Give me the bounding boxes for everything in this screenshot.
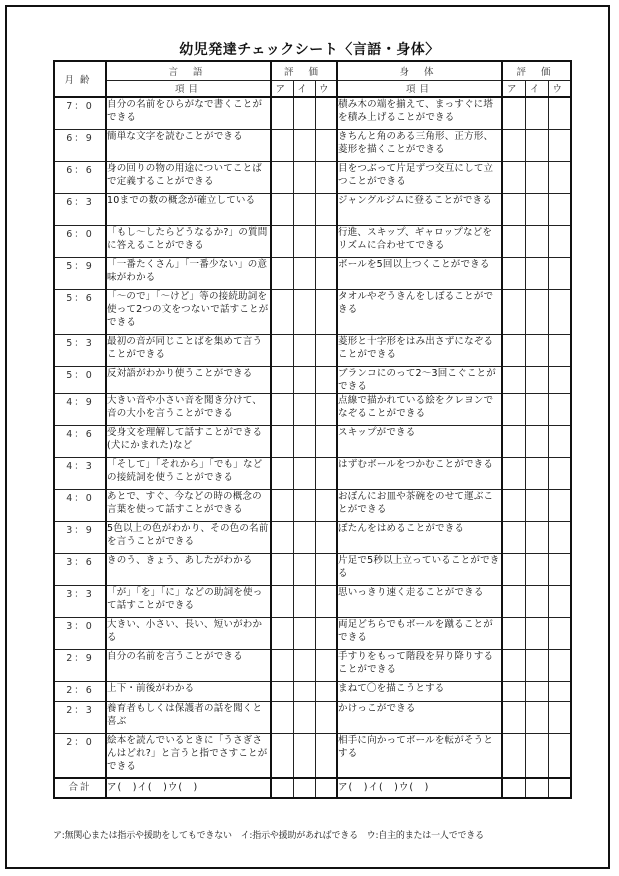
rating-i-cell[interactable] bbox=[293, 733, 315, 778]
rating-i-cell[interactable] bbox=[293, 225, 315, 257]
body-item: きちんと角のある三角形、正方形、菱形を描くことができる bbox=[337, 129, 502, 161]
rating-i-cell[interactable] bbox=[293, 649, 315, 681]
age-cell: 6：9 bbox=[54, 129, 106, 161]
rating-a-cell[interactable] bbox=[271, 161, 293, 193]
language-item: 大きい音や小さい音を聞き分けて、音の大小を言うことができる bbox=[106, 393, 271, 425]
rating-i-cell[interactable] bbox=[525, 97, 548, 129]
rating-u-cell[interactable] bbox=[548, 97, 571, 129]
language-item: 養育者もしくは保護者の話を聞くと喜ぶ bbox=[106, 701, 271, 733]
table-row bbox=[54, 161, 571, 193]
rating-a-cell[interactable] bbox=[271, 733, 293, 778]
language-item: あとで、すぐ、今などの時の概念の言葉を使って話すことができる bbox=[106, 489, 271, 521]
header-item-body: 項目 bbox=[337, 80, 502, 97]
language-item: 自分の名前をひらがなで書くことができる bbox=[106, 97, 271, 129]
header-i: イ bbox=[525, 80, 548, 97]
rating-a-cell[interactable] bbox=[271, 649, 293, 681]
rating-a-cell[interactable] bbox=[502, 193, 525, 225]
body-item: はずむボールをつかむことができる bbox=[337, 457, 502, 489]
rating-u-cell[interactable] bbox=[548, 366, 571, 393]
age-cell: 3：6 bbox=[54, 553, 106, 585]
language-item: 簡単な文字を読むことができる bbox=[106, 129, 271, 161]
header-a: ア bbox=[502, 80, 525, 97]
age-cell: 6：3 bbox=[54, 193, 106, 225]
rating-legend: ア:無関心または指示や援助をしてもできない イ:指示や援助があればできる ウ:自主的または一人でできる bbox=[53, 831, 484, 841]
body-item: 両足どちらでもボールを蹴ることができる bbox=[337, 617, 502, 649]
rating-i-cell[interactable] bbox=[525, 681, 548, 701]
body-item: まねて〇を描こうとする bbox=[337, 681, 502, 701]
rating-a-cell[interactable] bbox=[271, 225, 293, 257]
language-item: 身の回りの物の用途についてことばで定義することができる bbox=[106, 161, 271, 193]
header-rating-body: 評 価 bbox=[502, 61, 571, 80]
body-item: おぼんにお皿や茶碗をのせて運ぶことができる bbox=[337, 489, 502, 521]
age-cell: 5：6 bbox=[54, 289, 106, 334]
rating-u-cell[interactable] bbox=[548, 289, 571, 334]
table-row bbox=[54, 366, 571, 393]
rating-u-cell[interactable] bbox=[548, 425, 571, 457]
rating-i-cell[interactable] bbox=[525, 393, 548, 425]
table-row bbox=[54, 457, 571, 489]
rating-u-cell[interactable] bbox=[315, 129, 337, 161]
rating-i-cell[interactable] bbox=[293, 425, 315, 457]
body-item: ブランコにのって2〜3回こぐことができる bbox=[337, 366, 502, 393]
rating-i-cell[interactable] bbox=[293, 681, 315, 701]
rating-u-cell[interactable] bbox=[315, 393, 337, 425]
age-cell: 2：3 bbox=[54, 701, 106, 733]
rating-a-cell[interactable] bbox=[271, 129, 293, 161]
age-cell: 2：0 bbox=[54, 733, 106, 778]
rating-a-cell[interactable] bbox=[271, 97, 293, 129]
body-item: 思いっきり速く走ることができる bbox=[337, 585, 502, 617]
table-row bbox=[54, 553, 571, 585]
rating-i-cell[interactable] bbox=[525, 521, 548, 553]
rating-a-cell[interactable] bbox=[271, 521, 293, 553]
rating-u-cell[interactable] bbox=[548, 193, 571, 225]
rating-i-cell[interactable] bbox=[293, 393, 315, 425]
rating-a-cell[interactable] bbox=[502, 489, 525, 521]
age-cell: 7：0 bbox=[54, 97, 106, 129]
rating-u-cell[interactable] bbox=[548, 617, 571, 649]
rating-i-cell[interactable] bbox=[525, 366, 548, 393]
rating-u-cell[interactable] bbox=[315, 733, 337, 778]
rating-i-cell[interactable] bbox=[293, 161, 315, 193]
rating-a-cell[interactable] bbox=[502, 681, 525, 701]
rating-a-cell[interactable] bbox=[271, 489, 293, 521]
rating-i-cell[interactable] bbox=[293, 617, 315, 649]
body-item: スキップができる bbox=[337, 425, 502, 457]
rating-a-cell[interactable] bbox=[502, 425, 525, 457]
rating-a-cell[interactable] bbox=[502, 649, 525, 681]
check-sheet-table bbox=[53, 60, 572, 799]
rating-a-cell[interactable] bbox=[271, 366, 293, 393]
rating-u-cell[interactable] bbox=[548, 521, 571, 553]
rating-i-cell[interactable] bbox=[525, 257, 548, 289]
table-row bbox=[54, 521, 571, 553]
rating-u-cell[interactable] bbox=[315, 701, 337, 733]
rating-a-cell[interactable] bbox=[502, 334, 525, 366]
language-item: 自分の名前を言うことができる bbox=[106, 649, 271, 681]
table-row bbox=[54, 585, 571, 617]
language-item: きのう、きょう、あしたがわかる bbox=[106, 553, 271, 585]
rating-a-cell[interactable] bbox=[502, 457, 525, 489]
rating-u-cell[interactable] bbox=[548, 225, 571, 257]
table-row bbox=[54, 193, 571, 225]
header-rating-language: 評 価 bbox=[271, 61, 337, 80]
header-body: 身 体 bbox=[337, 61, 502, 80]
table-row bbox=[54, 225, 571, 257]
rating-a-cell[interactable] bbox=[502, 521, 525, 553]
rating-u-cell[interactable] bbox=[548, 129, 571, 161]
rating-i-cell[interactable] bbox=[525, 161, 548, 193]
rating-i-cell[interactable] bbox=[525, 585, 548, 617]
rating-a-cell[interactable] bbox=[271, 425, 293, 457]
total-a-cell bbox=[502, 778, 525, 798]
header-month: 月齢 bbox=[54, 61, 106, 97]
language-item: 「が」「を」「に」などの助詞を使って話すことができる bbox=[106, 585, 271, 617]
language-item: 上下・前後がわかる bbox=[106, 681, 271, 701]
rating-u-cell[interactable] bbox=[315, 425, 337, 457]
age-cell: 2：9 bbox=[54, 649, 106, 681]
table-row bbox=[54, 733, 571, 778]
age-cell: 6：0 bbox=[54, 225, 106, 257]
rating-a-cell[interactable] bbox=[502, 289, 525, 334]
rating-a-cell[interactable] bbox=[502, 161, 525, 193]
rating-i-cell[interactable] bbox=[293, 489, 315, 521]
rating-a-cell[interactable] bbox=[271, 701, 293, 733]
rating-u-cell[interactable] bbox=[548, 701, 571, 733]
language-item: 10までの数の概念が確立している bbox=[106, 193, 271, 225]
body-item: ジャングルジムに登ることができる bbox=[337, 193, 502, 225]
rating-i-cell[interactable] bbox=[525, 733, 548, 778]
rating-i-cell[interactable] bbox=[525, 225, 548, 257]
rating-u-cell[interactable] bbox=[548, 585, 571, 617]
table-row bbox=[54, 129, 571, 161]
total-language: ア( )イ( )ウ( ) bbox=[106, 778, 271, 798]
language-item: 反対語がわかり使うことができる bbox=[106, 366, 271, 393]
rating-u-cell[interactable] bbox=[548, 334, 571, 366]
rating-i-cell[interactable] bbox=[293, 97, 315, 129]
rating-a-cell[interactable] bbox=[271, 289, 293, 334]
rating-a-cell[interactable] bbox=[502, 733, 525, 778]
total-i-cell bbox=[293, 778, 315, 798]
rating-i-cell[interactable] bbox=[293, 585, 315, 617]
body-item: 点線で描かれている絵をクレヨンでなぞることができる bbox=[337, 393, 502, 425]
rating-a-cell[interactable] bbox=[502, 393, 525, 425]
rating-i-cell[interactable] bbox=[293, 701, 315, 733]
rating-i-cell[interactable] bbox=[293, 457, 315, 489]
header-i: イ bbox=[293, 80, 315, 97]
rating-i-cell[interactable] bbox=[525, 425, 548, 457]
rating-i-cell[interactable] bbox=[293, 129, 315, 161]
rating-a-cell[interactable] bbox=[502, 97, 525, 129]
age-cell: 3：0 bbox=[54, 617, 106, 649]
language-item: 「一番たくさん」「一番少ない」の意味がわかる bbox=[106, 257, 271, 289]
total-u-cell bbox=[315, 778, 337, 798]
rating-u-cell[interactable] bbox=[548, 681, 571, 701]
rating-a-cell[interactable] bbox=[502, 129, 525, 161]
rating-i-cell[interactable] bbox=[293, 289, 315, 334]
age-cell: 3：9 bbox=[54, 521, 106, 553]
rating-u-cell[interactable] bbox=[548, 733, 571, 778]
rating-u-cell[interactable] bbox=[315, 257, 337, 289]
rating-i-cell[interactable] bbox=[525, 289, 548, 334]
rating-u-cell[interactable] bbox=[315, 617, 337, 649]
total-row bbox=[54, 778, 571, 798]
body-item: 片足で5秒以上立っていることができる bbox=[337, 553, 502, 585]
rating-a-cell[interactable] bbox=[271, 334, 293, 366]
body-item: 相手に向かってボールを転がそうとする bbox=[337, 733, 502, 778]
table-row bbox=[54, 489, 571, 521]
rating-u-cell[interactable] bbox=[315, 366, 337, 393]
rating-i-cell[interactable] bbox=[525, 553, 548, 585]
rating-i-cell[interactable] bbox=[525, 489, 548, 521]
rating-a-cell[interactable] bbox=[271, 193, 293, 225]
rating-a-cell[interactable] bbox=[271, 457, 293, 489]
rating-a-cell[interactable] bbox=[502, 553, 525, 585]
age-cell: 6：6 bbox=[54, 161, 106, 193]
rating-i-cell[interactable] bbox=[525, 617, 548, 649]
total-body: ア( )イ( )ウ( ) bbox=[337, 778, 502, 798]
age-cell: 5：0 bbox=[54, 366, 106, 393]
rating-i-cell[interactable] bbox=[293, 193, 315, 225]
rating-i-cell[interactable] bbox=[525, 334, 548, 366]
rating-u-cell[interactable] bbox=[548, 161, 571, 193]
rating-a-cell[interactable] bbox=[271, 257, 293, 289]
age-cell: 3：3 bbox=[54, 585, 106, 617]
rating-u-cell[interactable] bbox=[315, 97, 337, 129]
body-item: 手すりをもって階段を昇り降りすることができる bbox=[337, 649, 502, 681]
rating-a-cell[interactable] bbox=[502, 366, 525, 393]
body-item: タオルやぞうきんをしぼることができる bbox=[337, 289, 502, 334]
body-item: 行進、スキップ、ギャロップなどをリズムに合わせてできる bbox=[337, 225, 502, 257]
rating-a-cell[interactable] bbox=[502, 257, 525, 289]
table-row bbox=[54, 289, 571, 334]
rating-u-cell[interactable] bbox=[548, 553, 571, 585]
language-item: 「そして」「それから」「でも」などの接続詞を使うことができる bbox=[106, 457, 271, 489]
rating-u-cell[interactable] bbox=[315, 334, 337, 366]
header-item-language: 項目 bbox=[106, 80, 271, 97]
age-cell: 4：6 bbox=[54, 425, 106, 457]
age-cell: 5：9 bbox=[54, 257, 106, 289]
rating-u-cell[interactable] bbox=[315, 489, 337, 521]
rating-u-cell[interactable] bbox=[315, 649, 337, 681]
age-cell: 2：6 bbox=[54, 681, 106, 701]
rating-i-cell[interactable] bbox=[525, 701, 548, 733]
rating-i-cell[interactable] bbox=[525, 193, 548, 225]
rating-i-cell[interactable] bbox=[293, 366, 315, 393]
rating-u-cell[interactable] bbox=[315, 457, 337, 489]
rating-a-cell[interactable] bbox=[271, 553, 293, 585]
body-item: 目をつぶって片足ずつ交互にして立つことができる bbox=[337, 161, 502, 193]
rating-u-cell[interactable] bbox=[548, 489, 571, 521]
rating-a-cell[interactable] bbox=[271, 617, 293, 649]
language-item: 絵本を読んでいるときに「うさぎさんはどれ?」と言うと指でさすことができる bbox=[106, 733, 271, 778]
total-a-cell bbox=[271, 778, 293, 798]
language-item: 5色以上の色がわかり、その色の名前を言うことができる bbox=[106, 521, 271, 553]
table-row bbox=[54, 97, 571, 129]
header-a: ア bbox=[271, 80, 293, 97]
total-u-cell bbox=[548, 778, 571, 798]
rating-u-cell[interactable] bbox=[548, 649, 571, 681]
rating-u-cell[interactable] bbox=[548, 257, 571, 289]
rating-u-cell[interactable] bbox=[315, 681, 337, 701]
body-item: かけっこができる bbox=[337, 701, 502, 733]
table-row bbox=[54, 257, 571, 289]
body-item: ぼたんをはめることができる bbox=[337, 521, 502, 553]
language-item: 「もし〜したらどうなるか?」の質問に答えることができる bbox=[106, 225, 271, 257]
rating-u-cell[interactable] bbox=[315, 553, 337, 585]
rating-u-cell[interactable] bbox=[315, 225, 337, 257]
table-row bbox=[54, 334, 571, 366]
age-cell: 5：3 bbox=[54, 334, 106, 366]
rating-a-cell[interactable] bbox=[271, 393, 293, 425]
header-u: ウ bbox=[548, 80, 571, 97]
total-i-cell bbox=[525, 778, 548, 798]
rating-i-cell[interactable] bbox=[525, 129, 548, 161]
table-row bbox=[54, 649, 571, 681]
table-row bbox=[54, 617, 571, 649]
rating-i-cell[interactable] bbox=[293, 553, 315, 585]
age-cell: 4：9 bbox=[54, 393, 106, 425]
table-row bbox=[54, 393, 571, 425]
rating-u-cell[interactable] bbox=[548, 393, 571, 425]
table-row bbox=[54, 701, 571, 733]
rating-u-cell[interactable] bbox=[315, 289, 337, 334]
body-item: ボールを5回以上つくことができる bbox=[337, 257, 502, 289]
language-item: 受身文を理解して話すことができる(犬にかまれた)など bbox=[106, 425, 271, 457]
language-item: 大きい、小さい、長い、短いがわかる bbox=[106, 617, 271, 649]
rating-u-cell[interactable] bbox=[315, 193, 337, 225]
table-row bbox=[54, 425, 571, 457]
total-label: 合計 bbox=[54, 778, 106, 798]
rating-a-cell[interactable] bbox=[502, 225, 525, 257]
rating-a-cell[interactable] bbox=[271, 585, 293, 617]
check-rows bbox=[54, 97, 571, 778]
rating-i-cell[interactable] bbox=[293, 257, 315, 289]
rating-u-cell[interactable] bbox=[315, 161, 337, 193]
age-cell: 4：3 bbox=[54, 457, 106, 489]
header-language: 言 語 bbox=[106, 61, 271, 80]
rating-a-cell[interactable] bbox=[502, 617, 525, 649]
age-cell: 4：0 bbox=[54, 489, 106, 521]
table-row bbox=[54, 681, 571, 701]
body-item: 積み木の端を揃えて、まっすぐに塔を積み上げることができる bbox=[337, 97, 502, 129]
rating-i-cell[interactable] bbox=[293, 334, 315, 366]
rating-a-cell[interactable] bbox=[502, 701, 525, 733]
sheet-title: 幼児発達チェックシート〈言語・身体〉 bbox=[179, 42, 440, 58]
rating-a-cell[interactable] bbox=[271, 681, 293, 701]
language-item: 「〜ので」「〜けど」等の接続助詞を使って2つの文をつないで話すことができる bbox=[106, 289, 271, 334]
rating-i-cell[interactable] bbox=[293, 521, 315, 553]
body-item: 菱形と十字形をはみ出さずになぞることができる bbox=[337, 334, 502, 366]
rating-u-cell[interactable] bbox=[315, 521, 337, 553]
rating-u-cell[interactable] bbox=[315, 585, 337, 617]
rating-i-cell[interactable] bbox=[525, 649, 548, 681]
rating-u-cell[interactable] bbox=[548, 457, 571, 489]
rating-i-cell[interactable] bbox=[525, 457, 548, 489]
language-item: 最初の音が同じことばを集めて言うことができる bbox=[106, 334, 271, 366]
rating-a-cell[interactable] bbox=[502, 585, 525, 617]
header-u: ウ bbox=[315, 80, 337, 97]
